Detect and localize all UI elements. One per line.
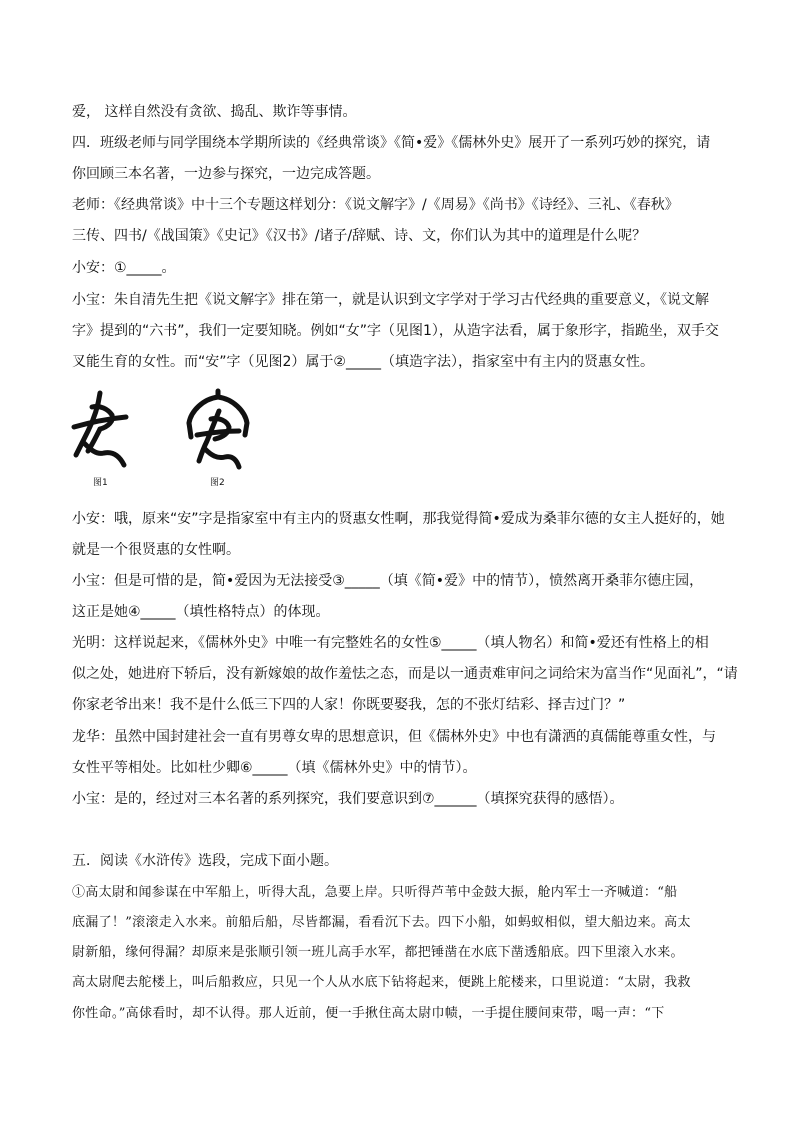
- passage-line: 尉新船，缘何得漏？却原来是张顺引领一班儿高手水军，都把锤凿在水底下凿透船底。四下里滚入水来。: [72, 945, 684, 960]
- text-line: 三传、四书/《战国策》《史记》《汉书》/诸子/辞赋、诗、文，你们认为其中的道理是什么呢？: [72, 228, 647, 244]
- text-line: 龙华：虽然中国封建社会一直有男尊女卑的思想意识，但《儒林外史》中也有潇洒的真儒能尊重女性，与: [72, 729, 716, 745]
- passage-line: 你性命。”高俅看时，却不认得。那人近前，便一手揪住高太尉巾帻，一手提住腰间束带，喝一声：“下: [72, 1006, 665, 1021]
- passage-line: 高太尉爬去舵楼上，叫后船救应，只见一个人从水底下钻将起来，便跳上舵楼来，口里说道：“太尉，我救: [72, 975, 691, 990]
- text-line: 你家老爷出来！我不是什么低三下四的人家！你既要娶我，怎的不张灯结彩、择吉过门？”: [72, 697, 626, 713]
- text-line: 小宝：朱自清先生把《说文解字》排在第一，就是认识到文字学对于学习古代经典的重要意义，《说文解: [72, 292, 709, 308]
- text-line: 小安：哦，原来“安”字是指家室中有主内的贤惠女性啊，那我觉得简•爱成为桑菲尔德的女主人挺好的，她: [72, 511, 725, 527]
- figure-2-an-character: [183, 387, 253, 472]
- figure-2-caption: 图2: [210, 478, 225, 488]
- text-line: 爱， 这样自然没有贪欲、捣乱、欺诈等事情。: [72, 104, 357, 120]
- figure-1-nv-character: [70, 387, 130, 472]
- text-line: 小宝：是的，经过对三本名著的系列探究，我们要意识到⑦______（填探究获得的感悟）。: [72, 791, 624, 807]
- text-line: 女性平等相处。比如杜少卿⑥_____（填《儒林外史》中的情节）。: [72, 760, 477, 776]
- passage-line: 底漏了！”滚滚走入水来。前船后船，尽皆都漏，看看沉下去。四下小船，如蚂蚁相似，望大船边来。高太: [72, 915, 691, 930]
- section-5-heading: 五．阅读《水浒传》选段，完成下面小题。: [72, 853, 338, 869]
- text-line: 叉能生育的女性。而“安”字（见图2）属于②_____（填造字法），指家室中有主内的贤惠女性。: [72, 354, 654, 370]
- text-line: 小宝：但是可惜的是，简•爱因为无法接受③_____（填《简•爱》中的情节），愤然离开桑菲尔德庄园，: [72, 573, 704, 589]
- text-line: 这正是她④_____（填性格特点）的体现。: [72, 604, 330, 620]
- passage-line: ①高太尉和闻参谋在中军船上，听得大乱，急要上岸。只听得芦苇中金鼓大振，舱内军士一齐喊道：“船: [72, 885, 678, 900]
- text-line: 字》提到的“六书”，我们一定要知晓。例如“女”字（见图1），从造字法看，属于象形字，指跪坐，双手交: [72, 323, 719, 339]
- text-line: 老师：《经典常谈》中十三个专题这样划分：《说文解字》/《周易》《尚书》《诗经》、三礼、《春秋》: [72, 197, 679, 213]
- text-line: 光明：这样说起来，《儒林外史》中唯一有完整姓名的女性⑤_____（填人物名）和简•爱还有性格上的相: [72, 635, 709, 651]
- section-4-question: 四．班级老师与同学围绕本学期所读的《经典常谈》《简•爱》《儒林外史》展开了一系列巧妙的探究，请: [72, 135, 711, 151]
- figure-1-caption: 图1: [93, 478, 108, 488]
- text-line: 你回顾三本名著，一边参与探究，一边完成答题。: [72, 166, 380, 182]
- text-line: 小安：①_____。: [72, 260, 176, 276]
- text-line: 似之处，她进府下轿后，没有新嫁娘的故作羞怯之态，而是以一通责难审问之词给宋为富当作“见面礼”，“请: [72, 666, 738, 682]
- text-line: 就是一个很贤惠的女性啊。: [72, 542, 240, 558]
